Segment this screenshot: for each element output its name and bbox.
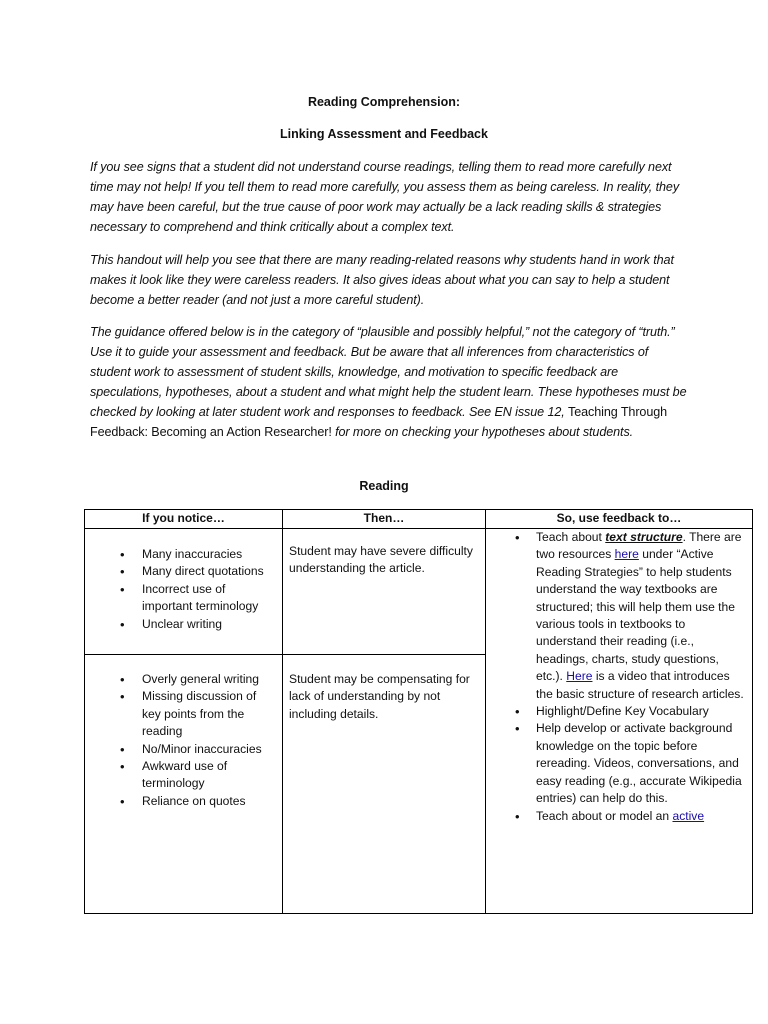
table-header-row [85,510,753,529]
header-use-feedback: So, use feedback to… [486,510,753,529]
header-then: Then… [283,510,486,529]
then-cell: Student may have severe difficulty understanding the article. [283,529,486,655]
notice-cell [85,655,283,914]
notice-list [91,546,276,633]
notice-cell [85,529,283,655]
list-item: • Many direct quotations [91,563,276,580]
list-item: • Missing discussion of key points from the reading [91,688,276,740]
document-subtitle: Linking Assessment and Feedback [280,127,488,141]
feedback-list [492,529,746,825]
section-title: Reading [359,479,409,493]
text-structure-emphasis: text structure [605,530,683,544]
guidance-paragraph [90,322,690,442]
then-cell: Student may be compensating for lack of understanding by not including details. [283,655,486,914]
active-reading-link[interactable]: active [672,808,705,823]
list-item: • Overly general writing [91,671,276,688]
guidance-text-start: The guidance offered below is in the category of “plausible and possibly helpful,” not the category of “truth.” Use it to guide your assessment and feedback. But be aware that all inferences from characteristics of student work to assessment of student skills, knowledge, and motivation to specific feedback are speculations, hypotheses, about a student and what might help the student learn. These hypotheses must be checked by looking at later student work and responses to feedback. See EN issue 12, [90,325,687,419]
video-here-link[interactable]: Here [566,669,593,684]
list-item: • Highlight/Define Key Vocabulary [492,703,746,720]
intro-paragraph: If you see signs that a student did not understand course readings, telling them to read more carefully next time may not help! If you tell them to read more carefully, you assess them as being careless. In reality, they may have been careful, but the true cause of poor work may actually be a lack reading skills & strategies necessary to comprehend and think critically about a complex text. [90,160,680,234]
notice-list [91,671,276,810]
list-item: • Incorrect use of important terminology [91,581,276,616]
resources-here-link[interactable]: here [614,547,639,562]
purpose-paragraph: This handout will help you see that there are many reading-related reasons why students hand in work that makes it look like they were careless readers. It also gives ideas about what you can say to help a student become a better reader (and not just a more careful student). [90,253,674,307]
list-item: • No/Minor inaccuracies [91,741,276,758]
table-row [85,529,753,655]
list-item: • Many inaccuracies [91,546,276,563]
list-item: • Teach about or model an active [492,808,746,825]
guidance-text-end: for more on checking your hypotheses about students. [331,425,634,439]
list-item: • Awkward use of terminology [91,758,276,793]
header-if-you-notice: If you notice… [85,510,283,529]
feedback-cell [486,529,753,914]
list-item: • Unclear writing [91,616,276,633]
list-item: • Reliance on quotes [91,793,276,810]
list-item: • Teach about text structure. There are two resources here under “Active Reading Strategies” to help students understand the way textbooks are structured; this will help them use the various tools in textbooks to understand their reading (i.e., headings, charts, study questions, etc.). Here is a video that introduces the basic structure of research articles. [492,529,746,703]
list-item: • Help develop or activate background knowledge on the topic before rereading. Videos, conversations, and easy reading (e.g., accurate Wikipedia entries) can help do this. [492,720,746,807]
referenced-issue-title: Teaching Through Feedback: Becoming an Action Researcher! [90,405,668,439]
document-title: Reading Comprehension: [307,95,461,109]
feedback-table [84,509,753,914]
